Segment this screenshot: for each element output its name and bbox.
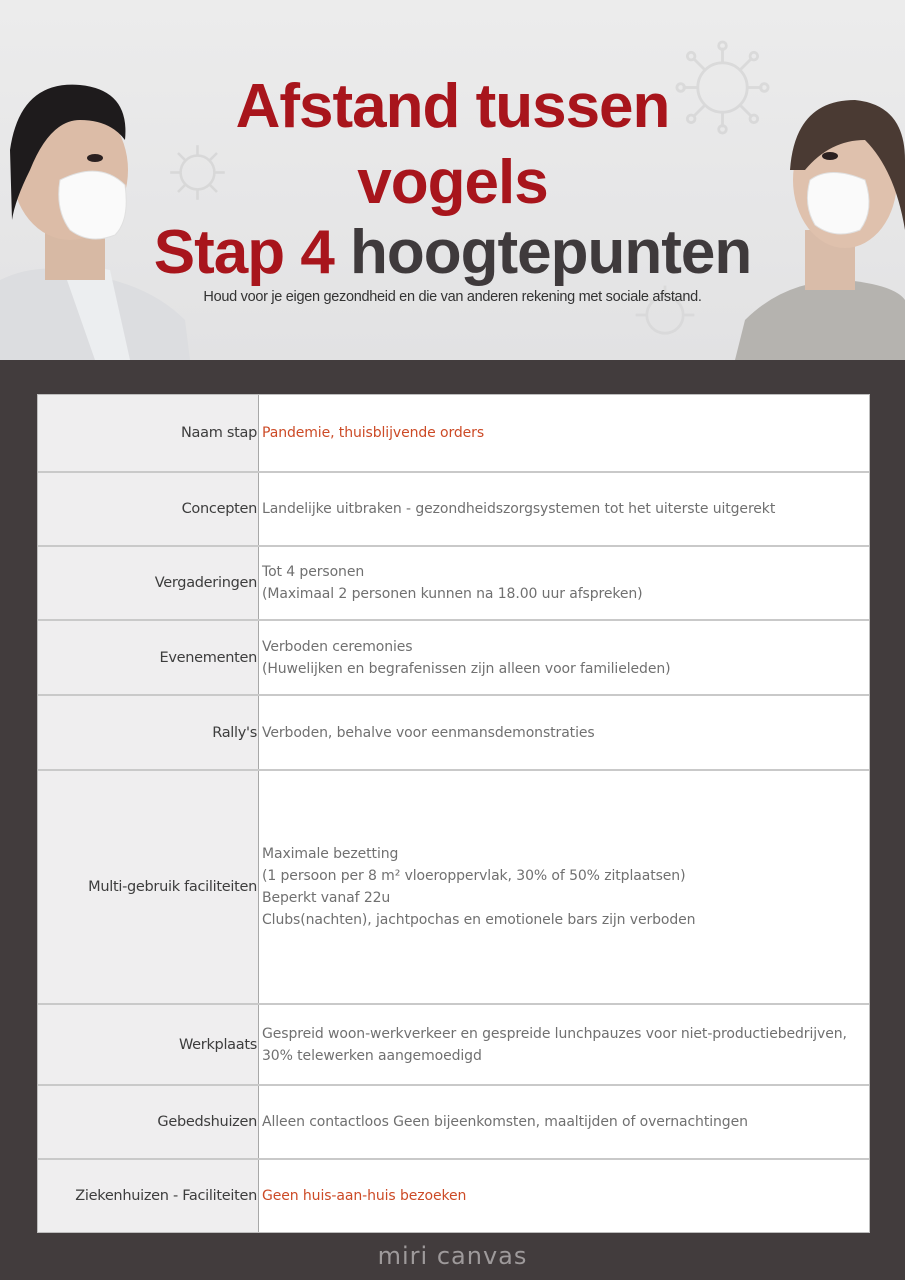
value-line: Maximale bezetting (262, 846, 399, 862)
row-label: Vergaderingen (38, 547, 259, 619)
table-row (38, 471, 869, 545)
value-line: Clubs(nachten), jachtpochas en emotionele bars zijn verboden (262, 912, 696, 928)
value-line: (Huwelijken en begrafenissen zijn alleen voor familieleden) (262, 660, 671, 677)
row-value (259, 473, 869, 545)
value-line: Tot 4 personen (262, 564, 365, 580)
table-row (38, 395, 869, 471)
value-line: Geen huis-aan-huis bezoeken (262, 1188, 467, 1204)
subtitle: Houd voor je eigen gezondheid en die van anderen rekening met sociale afstand. (203, 289, 702, 305)
row-value (259, 771, 869, 1003)
table-row (38, 1158, 869, 1232)
value-line: Verboden ceremonies (262, 638, 413, 655)
value-line: (Maximaal 2 personen kunnen na 18.00 uur afspreken) (262, 586, 643, 602)
title-line-3 (0, 218, 905, 287)
row-label: Gebedshuizen (38, 1086, 259, 1158)
value-line: 30% telewerken aangemoedigd (262, 1047, 482, 1064)
row-label: Rally's (38, 696, 259, 769)
row-value (259, 547, 869, 619)
table-row (38, 1084, 869, 1158)
row-label: Concepten (38, 473, 259, 545)
row-label: Multi-gebruik faciliteiten (38, 771, 259, 1003)
title-line-1: Afstand tussen (235, 72, 670, 141)
row-value (259, 395, 869, 471)
brand-logo: miri canvas (377, 1242, 528, 1270)
measures-table (37, 394, 870, 1233)
row-label: Evenementen (38, 621, 259, 694)
row-label: Ziekenhuizen - Faciliteiten (38, 1160, 259, 1232)
hero-banner (0, 0, 905, 360)
table-row (38, 769, 869, 1003)
value-line: Landelijke uitbraken - gezondheidszorgsystemen tot het uiterste uitgerekt (262, 501, 776, 517)
value-line: (1 persoon per 8 m² vloeroppervlak, 30% of 50% zitplaatsen) (262, 868, 686, 884)
table-row (38, 545, 869, 619)
title-line-2: vogels (357, 148, 548, 217)
value-line: Pandemie, thuisblijvende orders (262, 425, 485, 441)
table-row (38, 694, 869, 769)
row-label: Naam stap (38, 395, 259, 471)
row-value (259, 1086, 869, 1158)
row-label: Werkplaats (38, 1005, 259, 1084)
value-line: Gespreid woon-werkverkeer en gespreide lunchpauzes voor niet-productiebedrijven, (262, 1025, 847, 1042)
title-highlights: hoogtepunten (350, 218, 752, 287)
title-step-accent: Stap 4 (153, 218, 334, 287)
value-line: Alleen contactloos Geen bijeenkomsten, maaltijden of overnachtingen (262, 1114, 748, 1130)
row-value (259, 696, 869, 769)
row-value (259, 621, 869, 694)
table-row (38, 1003, 869, 1084)
row-value (259, 1160, 869, 1232)
row-value (259, 1005, 869, 1084)
value-line: Beperkt vanaf 22u (262, 890, 391, 906)
value-line: Verboden, behalve voor eenmansdemonstraties (262, 724, 595, 741)
table-row (38, 619, 869, 694)
